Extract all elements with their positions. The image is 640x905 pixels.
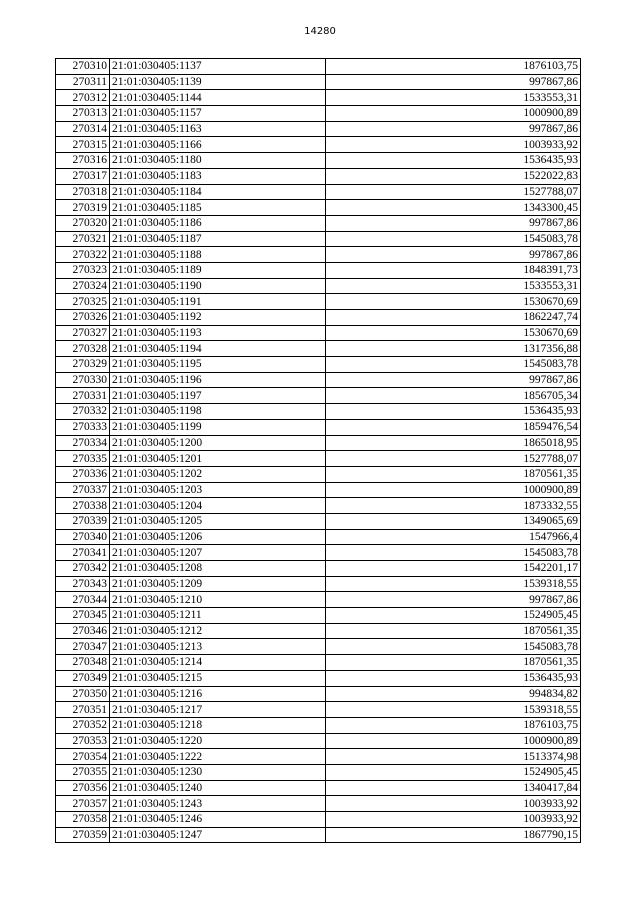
cadastral-number-cell: 21:01:030405:1208 — [110, 561, 326, 577]
row-number-cell: 270325 — [56, 294, 110, 310]
cadastral-value-cell: 1873332,55 — [326, 498, 581, 514]
row-number-cell: 270311 — [56, 74, 110, 90]
row-number-cell: 270341 — [56, 545, 110, 561]
cadastral-number-cell: 21:01:030405:1139 — [110, 74, 326, 90]
cadastral-number-cell: 21:01:030405:1196 — [110, 372, 326, 388]
row-number-cell: 270310 — [56, 59, 110, 75]
cadastral-number-cell: 21:01:030405:1198 — [110, 404, 326, 420]
cadastral-value-cell: 997867,86 — [326, 121, 581, 137]
row-number-cell: 270323 — [56, 262, 110, 278]
table-row — [56, 717, 581, 733]
cadastral-value-cell: 1848391,73 — [326, 262, 581, 278]
cadastral-value-cell: 994834,82 — [326, 686, 581, 702]
table-row — [56, 545, 581, 561]
table-row — [56, 608, 581, 624]
table-row — [56, 215, 581, 231]
table-row — [56, 153, 581, 169]
cadastral-value-cell: 997867,86 — [326, 74, 581, 90]
cadastral-number-cell: 21:01:030405:1201 — [110, 451, 326, 467]
cadastral-value-cell: 1530670,69 — [326, 325, 581, 341]
table-row — [56, 639, 581, 655]
cadastral-number-cell: 21:01:030405:1191 — [110, 294, 326, 310]
table-row — [56, 592, 581, 608]
table-row — [56, 576, 581, 592]
table-row — [56, 686, 581, 702]
cadastral-value-cell: 1513374,98 — [326, 749, 581, 765]
row-number-cell: 270326 — [56, 310, 110, 326]
cadastral-number-cell: 21:01:030405:1137 — [110, 59, 326, 75]
cadastral-value-cell: 1349065,69 — [326, 513, 581, 529]
table-row — [56, 529, 581, 545]
cadastral-value-cell: 1524905,45 — [326, 764, 581, 780]
table-row — [56, 796, 581, 812]
cadastral-number-cell: 21:01:030405:1215 — [110, 670, 326, 686]
row-number-cell: 270339 — [56, 513, 110, 529]
cadastral-number-cell: 21:01:030405:1216 — [110, 686, 326, 702]
table-row — [56, 168, 581, 184]
row-number-cell: 270345 — [56, 608, 110, 624]
cadastral-value-table — [55, 58, 581, 843]
row-number-cell: 270351 — [56, 702, 110, 718]
row-number-cell: 270357 — [56, 796, 110, 812]
cadastral-value-cell: 997867,86 — [326, 372, 581, 388]
table-row — [56, 670, 581, 686]
cadastral-number-cell: 21:01:030405:1206 — [110, 529, 326, 545]
table-row — [56, 451, 581, 467]
cadastral-value-cell: 1876103,75 — [326, 59, 581, 75]
cadastral-number-cell: 21:01:030405:1222 — [110, 749, 326, 765]
cadastral-number-cell: 21:01:030405:1163 — [110, 121, 326, 137]
table-body — [56, 59, 581, 843]
cadastral-value-cell: 1536435,93 — [326, 153, 581, 169]
row-number-cell: 270355 — [56, 764, 110, 780]
row-number-cell: 270340 — [56, 529, 110, 545]
row-number-cell: 270333 — [56, 419, 110, 435]
row-number-cell: 270316 — [56, 153, 110, 169]
cadastral-value-cell: 1003933,92 — [326, 137, 581, 153]
cadastral-value-cell: 1545083,78 — [326, 231, 581, 247]
row-number-cell: 270315 — [56, 137, 110, 153]
cadastral-value-cell: 1856705,34 — [326, 388, 581, 404]
table-row — [56, 59, 581, 75]
table-row — [56, 388, 581, 404]
cadastral-number-cell: 21:01:030405:1180 — [110, 153, 326, 169]
cadastral-number-cell: 21:01:030405:1189 — [110, 262, 326, 278]
cadastral-value-cell: 1539318,55 — [326, 702, 581, 718]
row-number-cell: 270314 — [56, 121, 110, 137]
table-row — [56, 231, 581, 247]
row-number-cell: 270337 — [56, 482, 110, 498]
cadastral-number-cell: 21:01:030405:1243 — [110, 796, 326, 812]
cadastral-value-cell: 1524905,45 — [326, 608, 581, 624]
row-number-cell: 270343 — [56, 576, 110, 592]
table-row — [56, 498, 581, 514]
cadastral-value-cell: 1340417,84 — [326, 780, 581, 796]
row-number-cell: 270331 — [56, 388, 110, 404]
row-number-cell: 270336 — [56, 466, 110, 482]
row-number-cell: 270338 — [56, 498, 110, 514]
cadastral-number-cell: 21:01:030405:1185 — [110, 200, 326, 216]
cadastral-value-cell: 1862247,74 — [326, 310, 581, 326]
row-number-cell: 270318 — [56, 184, 110, 200]
cadastral-number-cell: 21:01:030405:1214 — [110, 655, 326, 671]
cadastral-value-cell: 1545083,78 — [326, 545, 581, 561]
cadastral-number-cell: 21:01:030405:1188 — [110, 247, 326, 263]
row-number-cell: 270352 — [56, 717, 110, 733]
cadastral-value-cell: 1545083,78 — [326, 357, 581, 373]
table-row — [56, 278, 581, 294]
cadastral-number-cell: 21:01:030405:1197 — [110, 388, 326, 404]
table-row — [56, 419, 581, 435]
cadastral-number-cell: 21:01:030405:1207 — [110, 545, 326, 561]
cadastral-number-cell: 21:01:030405:1186 — [110, 215, 326, 231]
cadastral-value-cell: 1545083,78 — [326, 639, 581, 655]
cadastral-number-cell: 21:01:030405:1213 — [110, 639, 326, 655]
table-row — [56, 262, 581, 278]
table-row — [56, 749, 581, 765]
cadastral-value-cell: 1870561,35 — [326, 655, 581, 671]
table-row — [56, 827, 581, 843]
row-number-cell: 270328 — [56, 341, 110, 357]
row-number-cell: 270319 — [56, 200, 110, 216]
table-row — [56, 74, 581, 90]
row-number-cell: 270348 — [56, 655, 110, 671]
cadastral-number-cell: 21:01:030405:1144 — [110, 90, 326, 106]
cadastral-value-cell: 997867,86 — [326, 247, 581, 263]
cadastral-number-cell: 21:01:030405:1204 — [110, 498, 326, 514]
table-row — [56, 404, 581, 420]
row-number-cell: 270317 — [56, 168, 110, 184]
row-number-cell: 270322 — [56, 247, 110, 263]
table-row — [56, 702, 581, 718]
row-number-cell: 270327 — [56, 325, 110, 341]
cadastral-number-cell: 21:01:030405:1211 — [110, 608, 326, 624]
cadastral-number-cell: 21:01:030405:1195 — [110, 357, 326, 373]
row-number-cell: 270344 — [56, 592, 110, 608]
row-number-cell: 270324 — [56, 278, 110, 294]
cadastral-number-cell: 21:01:030405:1210 — [110, 592, 326, 608]
cadastral-value-cell: 1536435,93 — [326, 670, 581, 686]
row-number-cell: 270356 — [56, 780, 110, 796]
table-row — [56, 733, 581, 749]
table-row — [56, 466, 581, 482]
table-row — [56, 372, 581, 388]
cadastral-value-cell: 1870561,35 — [326, 623, 581, 639]
cadastral-value-cell: 1317356,88 — [326, 341, 581, 357]
cadastral-number-cell: 21:01:030405:1218 — [110, 717, 326, 733]
table-row — [56, 812, 581, 828]
cadastral-number-cell: 21:01:030405:1209 — [110, 576, 326, 592]
cadastral-number-cell: 21:01:030405:1240 — [110, 780, 326, 796]
table-row — [56, 121, 581, 137]
cadastral-number-cell: 21:01:030405:1199 — [110, 419, 326, 435]
table-row — [56, 310, 581, 326]
table-row — [56, 780, 581, 796]
table-row — [56, 435, 581, 451]
cadastral-value-cell: 1859476,54 — [326, 419, 581, 435]
cadastral-number-cell: 21:01:030405:1230 — [110, 764, 326, 780]
table-row — [56, 341, 581, 357]
table-row — [56, 482, 581, 498]
cadastral-value-cell: 1003933,92 — [326, 796, 581, 812]
cadastral-value-cell: 1000900,89 — [326, 106, 581, 122]
cadastral-number-cell: 21:01:030405:1212 — [110, 623, 326, 639]
row-number-cell: 270334 — [56, 435, 110, 451]
table-row — [56, 247, 581, 263]
table-row — [56, 561, 581, 577]
cadastral-value-cell: 1533553,31 — [326, 90, 581, 106]
cadastral-number-cell: 21:01:030405:1202 — [110, 466, 326, 482]
row-number-cell: 270354 — [56, 749, 110, 765]
table-row — [56, 764, 581, 780]
table-row — [56, 513, 581, 529]
cadastral-number-cell: 21:01:030405:1205 — [110, 513, 326, 529]
cadastral-number-cell: 21:01:030405:1190 — [110, 278, 326, 294]
row-number-cell: 270321 — [56, 231, 110, 247]
table-row — [56, 106, 581, 122]
cadastral-value-cell: 1876103,75 — [326, 717, 581, 733]
cadastral-number-cell: 21:01:030405:1220 — [110, 733, 326, 749]
cadastral-value-cell: 1533553,31 — [326, 278, 581, 294]
row-number-cell: 270330 — [56, 372, 110, 388]
cadastral-value-cell: 997867,86 — [326, 592, 581, 608]
cadastral-value-cell: 1870561,35 — [326, 466, 581, 482]
row-number-cell: 270332 — [56, 404, 110, 420]
cadastral-number-cell: 21:01:030405:1200 — [110, 435, 326, 451]
cadastral-number-cell: 21:01:030405:1187 — [110, 231, 326, 247]
row-number-cell: 270335 — [56, 451, 110, 467]
table-row — [56, 623, 581, 639]
cadastral-value-cell: 1522022,83 — [326, 168, 581, 184]
cadastral-number-cell: 21:01:030405:1192 — [110, 310, 326, 326]
row-number-cell: 270329 — [56, 357, 110, 373]
table-row — [56, 294, 581, 310]
row-number-cell: 270353 — [56, 733, 110, 749]
cadastral-number-cell: 21:01:030405:1247 — [110, 827, 326, 843]
table-row — [56, 655, 581, 671]
cadastral-number-cell: 21:01:030405:1184 — [110, 184, 326, 200]
cadastral-value-cell: 1527788,07 — [326, 451, 581, 467]
cadastral-number-cell: 21:01:030405:1203 — [110, 482, 326, 498]
cadastral-value-cell: 1536435,93 — [326, 404, 581, 420]
row-number-cell: 270347 — [56, 639, 110, 655]
cadastral-number-cell: 21:01:030405:1193 — [110, 325, 326, 341]
table-row — [56, 137, 581, 153]
cadastral-value-cell: 1867790,15 — [326, 827, 581, 843]
cadastral-value-cell: 1865018,95 — [326, 435, 581, 451]
cadastral-value-cell: 1000900,89 — [326, 482, 581, 498]
cadastral-value-cell: 1000900,89 — [326, 733, 581, 749]
row-number-cell: 270358 — [56, 812, 110, 828]
row-number-cell: 270359 — [56, 827, 110, 843]
table-row — [56, 200, 581, 216]
cadastral-number-cell: 21:01:030405:1157 — [110, 106, 326, 122]
table-row — [56, 184, 581, 200]
cadastral-value-cell: 1539318,55 — [326, 576, 581, 592]
cadastral-number-cell: 21:01:030405:1194 — [110, 341, 326, 357]
cadastral-number-cell: 21:01:030405:1166 — [110, 137, 326, 153]
table-row — [56, 325, 581, 341]
row-number-cell: 270342 — [56, 561, 110, 577]
cadastral-value-cell: 1542201,17 — [326, 561, 581, 577]
row-number-cell: 270320 — [56, 215, 110, 231]
cadastral-number-cell: 21:01:030405:1246 — [110, 812, 326, 828]
row-number-cell: 270349 — [56, 670, 110, 686]
cadastral-value-cell: 1343300,45 — [326, 200, 581, 216]
cadastral-value-cell: 1003933,92 — [326, 812, 581, 828]
row-number-cell: 270346 — [56, 623, 110, 639]
cadastral-number-cell: 21:01:030405:1217 — [110, 702, 326, 718]
cadastral-number-cell: 21:01:030405:1183 — [110, 168, 326, 184]
row-number-cell: 270312 — [56, 90, 110, 106]
page-number: 14280 — [304, 26, 336, 37]
cadastral-value-cell: 1530670,69 — [326, 294, 581, 310]
row-number-cell: 270313 — [56, 106, 110, 122]
table-row — [56, 357, 581, 373]
cadastral-value-cell: 1527788,07 — [326, 184, 581, 200]
cadastral-value-cell: 997867,86 — [326, 215, 581, 231]
row-number-cell: 270350 — [56, 686, 110, 702]
table-row — [56, 90, 581, 106]
cadastral-value-cell: 1547966,4 — [326, 529, 581, 545]
